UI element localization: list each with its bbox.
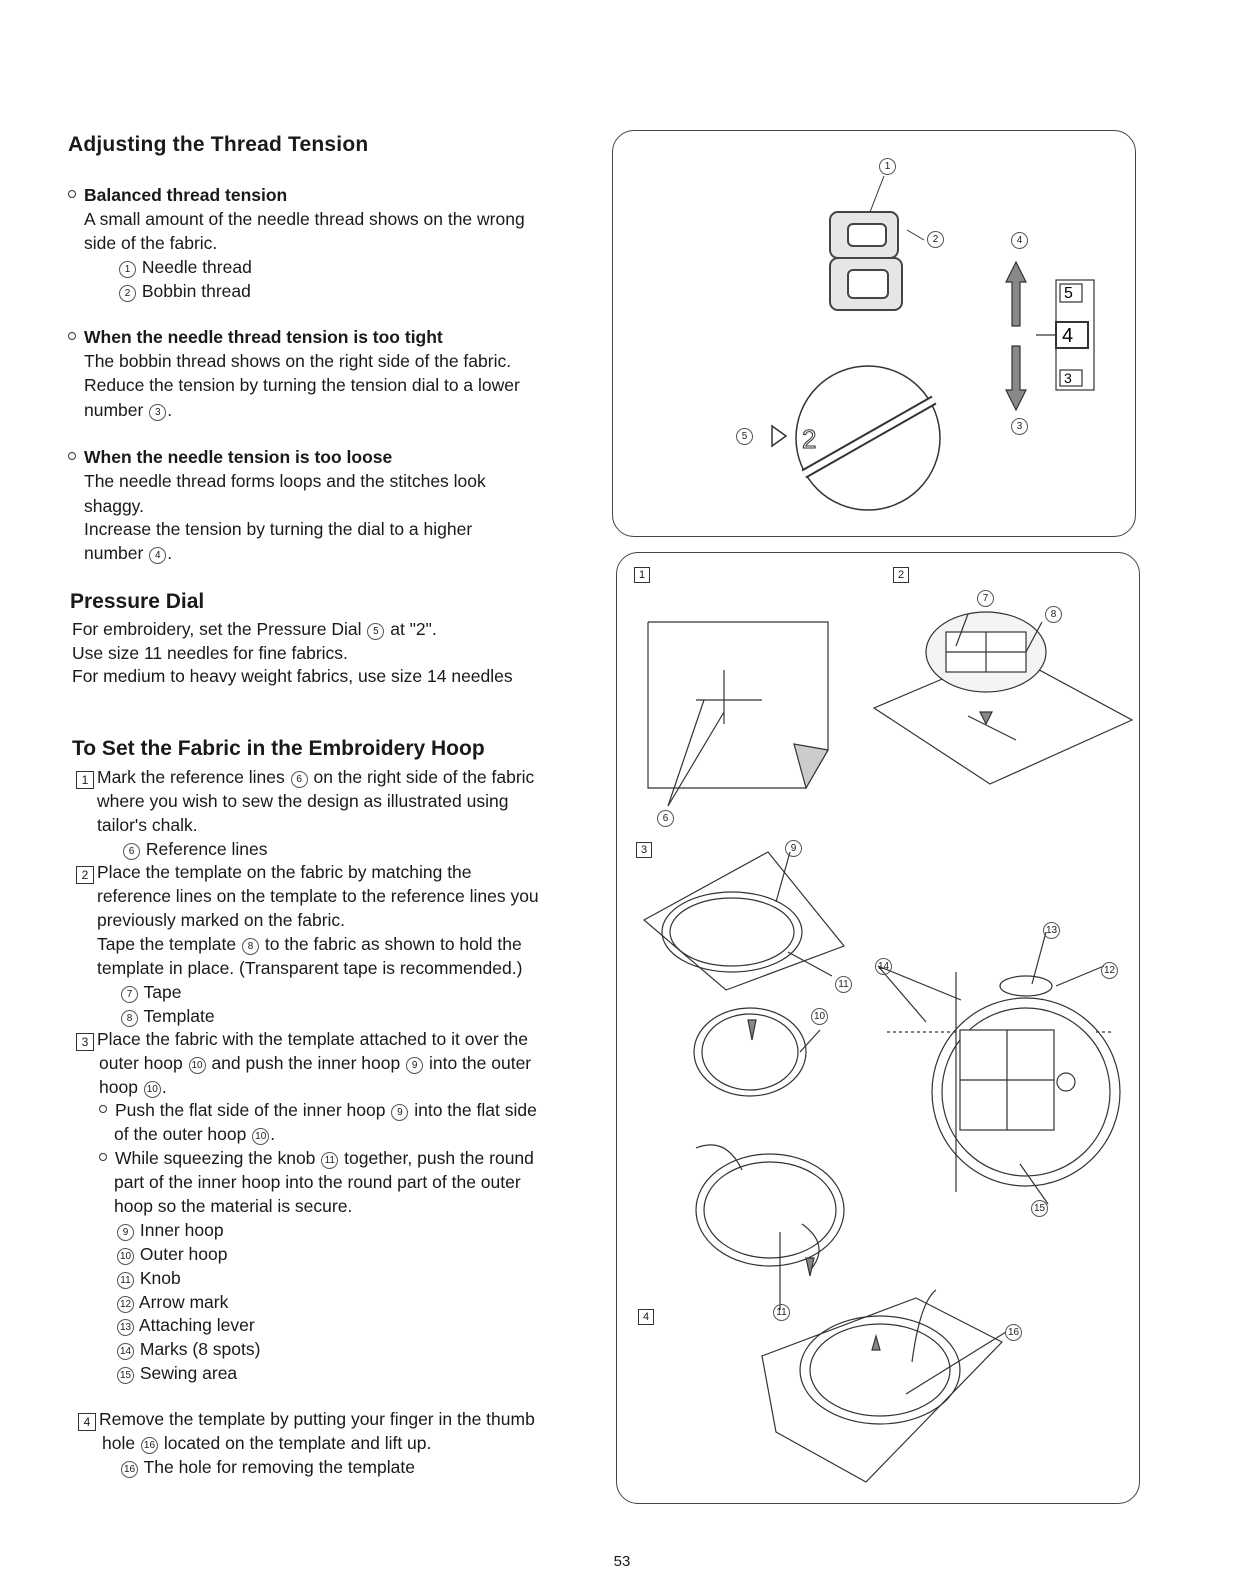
- pressure-line-2: Use size 11 needles for fine fabrics.: [72, 643, 348, 663]
- label-outer-hoop: 10 Outer hoop: [116, 1242, 227, 1266]
- arrow-down-icon: [1006, 346, 1026, 410]
- bullet-icon: [68, 332, 76, 340]
- callout-8: 8: [1044, 606, 1063, 623]
- label-knob: 11 Knob: [116, 1266, 181, 1290]
- fabric-reference-lines: [648, 622, 828, 806]
- step4-line-1: 4 Remove the template by putting your finger in the thumb: [78, 1407, 535, 1431]
- callout-12: 12: [1100, 962, 1119, 979]
- tight-line-1: The bobbin thread shows on the right side of the fabric.: [84, 351, 512, 371]
- step1-line-2: where you wish to sew the design as illustrated using: [97, 791, 509, 811]
- label-thumb-hole: 16 The hole for removing the template: [120, 1455, 415, 1479]
- step3-bullet-2: While squeezing the knob 11 together, push the round: [99, 1146, 534, 1170]
- subheading-too-tight: When the needle thread tension is too tight: [68, 327, 443, 348]
- loose-line-2: shaggy.: [84, 496, 144, 516]
- label-marks: 14 Marks (8 spots): [116, 1337, 260, 1361]
- pressure-value: 2: [802, 424, 817, 454]
- callout-11a: 11: [834, 976, 853, 993]
- bullet-icon: [68, 190, 76, 198]
- template-removal: [762, 1290, 1006, 1482]
- template-on-fabric: [874, 612, 1132, 784]
- tight-line-3: number 3 .: [84, 400, 173, 420]
- step3-bullet-2-line-2: part of the inner hoop into the round part of the outer: [114, 1172, 521, 1192]
- balanced-line-1: A small amount of the needle thread shows on the wrong: [84, 209, 525, 229]
- subheading-too-loose: When the needle tension is too loose: [68, 447, 392, 468]
- step2-line-1: 2 Place the template on the fabric by matching the: [76, 860, 472, 884]
- step1-line-1: 1 Mark the reference lines 6 on the right side of the fabric: [76, 765, 534, 789]
- figure-step-2: 2: [893, 567, 909, 583]
- step3-line-3: hoop 10 .: [99, 1077, 167, 1097]
- step3-bullet-1: Push the flat side of the inner hoop 9 into the flat side: [99, 1098, 537, 1122]
- step2-line-2: reference lines on the template to the reference lines you: [97, 886, 539, 906]
- callout-15: 15: [1030, 1200, 1049, 1217]
- tension-illustration: [612, 130, 1136, 538]
- bullet-icon: [99, 1105, 107, 1113]
- label-template: 8 Template: [120, 1004, 215, 1028]
- callout-10: 10: [810, 1008, 829, 1025]
- pressure-line-3: For medium to heavy weight fabrics, use size 14 needles: [72, 666, 513, 686]
- label-arrow-mark: 12 Arrow mark: [116, 1290, 228, 1314]
- dial-value-4: 4: [1062, 325, 1074, 347]
- section-title-thread-tension: Adjusting the Thread Tension: [68, 133, 369, 156]
- dial-value-3: 3: [1064, 370, 1072, 386]
- callout-7: 7: [976, 590, 995, 607]
- step3-bullet-1-line-2: of the outer hoop 10 .: [114, 1124, 276, 1144]
- label-needle-thread: 1 Needle thread: [118, 255, 252, 279]
- bullet-icon: [68, 452, 76, 460]
- hoop-illustrations: [616, 552, 1140, 1504]
- label-inner-hoop: 9 Inner hoop: [116, 1218, 224, 1242]
- figure-step-3: 3: [636, 842, 652, 858]
- callout-6: 6: [656, 810, 675, 827]
- callout-4: 4: [1010, 232, 1029, 249]
- step3-line-1: 3 Place the fabric with the template attached to it over the: [76, 1027, 528, 1051]
- bullet-icon: [99, 1153, 107, 1161]
- loose-line-4: number 4 .: [84, 543, 173, 563]
- callout-11b: 11: [772, 1304, 791, 1321]
- callout-5: 5: [735, 428, 754, 445]
- callout-14: 14: [874, 958, 893, 975]
- step3-line-2: outer hoop 10 and push the inner hoop 9 into the outer: [99, 1053, 532, 1073]
- section-title-embroidery-hoop: To Set the Fabric in the Embroidery Hoop: [72, 737, 485, 760]
- step4-line-2: hole 16 located on the template and lift up.: [102, 1433, 432, 1453]
- hoop-knob-squeeze: [696, 1145, 844, 1310]
- balanced-line-2: side of the fabric.: [84, 233, 218, 253]
- callout-2: 2: [926, 231, 945, 248]
- step2-line-4: Tape the template 8 to the fabric as shown to hold the: [97, 934, 522, 954]
- stitch-sample: [830, 212, 902, 310]
- step2-line-3: previously marked on the fabric.: [97, 910, 346, 930]
- hoop-sewing-area: [878, 932, 1120, 1204]
- label-reference-lines: 6 Reference lines: [122, 837, 267, 861]
- callout-3: 3: [1010, 418, 1029, 435]
- label-attaching-lever: 13 Attaching lever: [116, 1313, 255, 1337]
- subheading-balanced: Balanced thread tension: [68, 185, 287, 206]
- dial-value-5: 5: [1064, 285, 1073, 302]
- loose-line-1: The needle thread forms loops and the stitches look: [84, 471, 486, 491]
- step3-bullet-2-line-3: hoop so the material is secure.: [114, 1196, 353, 1216]
- label-bobbin-thread: 2 Bobbin thread: [118, 279, 251, 303]
- callout-13: 13: [1042, 922, 1061, 939]
- label-sewing-area: 15 Sewing area: [116, 1361, 237, 1385]
- hoop-pressing: [644, 852, 844, 1096]
- tight-line-2: Reduce the tension by turning the tension dial to a lower: [84, 375, 520, 395]
- label-tape: 7 Tape: [120, 980, 182, 1004]
- callout-16: 16: [1004, 1324, 1023, 1341]
- callout-1: 1: [878, 158, 897, 175]
- page-number: 53: [613, 1553, 631, 1570]
- step1-line-3: tailor's chalk.: [97, 815, 198, 835]
- pressure-line-1: For embroidery, set the Pressure Dial 5 at "2".: [72, 619, 437, 639]
- figure-step-4: 4: [638, 1309, 654, 1325]
- arrow-up-icon: [1006, 262, 1026, 326]
- section-title-pressure-dial: Pressure Dial: [70, 590, 205, 613]
- figure-step-1: 1: [634, 567, 650, 583]
- loose-line-3: Increase the tension by turning the dial to a higher: [84, 519, 473, 539]
- pressure-dial: [772, 366, 940, 510]
- callout-9: 9: [784, 840, 803, 857]
- step2-line-5: template in place. (Transparent tape is recommended.): [97, 958, 523, 978]
